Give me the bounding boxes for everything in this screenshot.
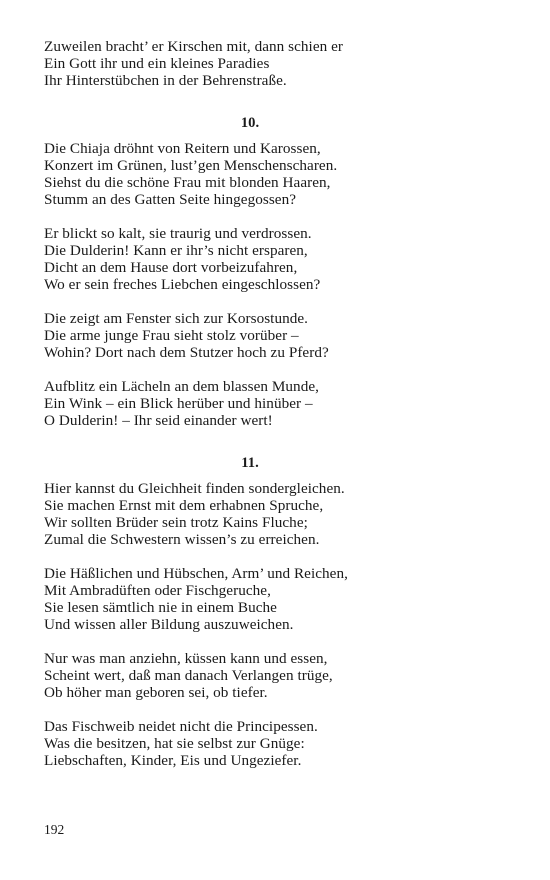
verse-line: Und wissen aller Bildung auszuweichen. xyxy=(44,616,294,633)
stanza xyxy=(44,140,514,208)
verse-line: Wohin? Dort nach dem Stutzer hoch zu Pferd? xyxy=(44,344,329,361)
verse-line: Wir sollten Brüder sein trotz Kains Fluche; xyxy=(44,514,308,531)
verse-line: Was die besitzen, hat sie selbst zur Gnüge: xyxy=(44,735,305,752)
stanza xyxy=(44,310,514,361)
page-number: 192 xyxy=(44,822,65,837)
verse-line: Siehst du die schöne Frau mit blonden Haaren, xyxy=(44,174,331,191)
stanza xyxy=(44,718,514,769)
verse-line: Ein Wink – ein Blick herüber und hinüber – xyxy=(44,395,313,412)
poem-heading-11: 11. xyxy=(241,455,259,471)
verse-line: Hier kannst du Gleichheit finden sondergleichen. xyxy=(44,480,345,497)
verse-line: Stumm an des Gatten Seite hingegossen? xyxy=(44,191,297,208)
verse-line: Konzert im Grünen, lust’gen Menschenscharen. xyxy=(44,157,338,174)
verse-line: Scheint wert, daß man danach Verlangen trüge, xyxy=(44,667,333,684)
verse-line: Wo er sein freches Liebchen eingeschlossen? xyxy=(44,276,321,293)
verse-line: Ihr Hinterstübchen in der Behrenstraße. xyxy=(44,72,287,89)
verse-line: O Dulderin! – Ihr seid einander wert! xyxy=(44,412,273,429)
verse-line: Die zeigt am Fenster sich zur Korsostunde. xyxy=(44,310,309,327)
verse-line: Sie lesen sämtlich nie in einem Buche xyxy=(44,599,277,616)
stanza xyxy=(44,650,514,701)
verse-line: Sie machen Ernst mit dem erhabnen Spruche, xyxy=(44,497,324,514)
verse-line: Das Fischweib neidet nicht die Principessen. xyxy=(44,718,318,735)
verse-line: Liebschaften, Kinder, Eis und Ungeziefer. xyxy=(44,752,302,769)
verse-line: Die arme junge Frau sieht stolz vorüber – xyxy=(44,327,299,344)
poem-heading-10: 10. xyxy=(240,115,260,131)
verse-line: Ob höher man geboren sei, ob tiefer. xyxy=(44,684,268,701)
verse-line: Dicht an dem Hause dort vorbeizufahren, xyxy=(44,259,298,276)
verse-line: Mit Ambradüften oder Fischgeruche, xyxy=(44,582,271,599)
verse-line: Die Chiaja dröhnt von Reitern und Karossen, xyxy=(44,140,321,157)
stanza xyxy=(44,565,514,633)
verse-line: Er blickt so kalt, sie traurig und verdrossen. xyxy=(44,225,312,242)
verse-line: Aufblitz ein Lächeln an dem blassen Munde, xyxy=(44,378,319,395)
stanza xyxy=(44,378,514,429)
verse-line: Die Häßlichen und Hübschen, Arm’ und Reichen, xyxy=(44,565,348,582)
stanza-intro xyxy=(44,38,514,89)
verse-line: Nur was man anziehn, küssen kann und essen, xyxy=(44,650,328,667)
verse-line: Die Dulderin! Kann er ihr’s nicht ersparen, xyxy=(44,242,308,259)
stanza xyxy=(44,480,514,548)
verse-line: Zumal die Schwestern wissen’s zu erreichen. xyxy=(44,531,320,548)
verse-line: Ein Gott ihr und ein kleines Paradies xyxy=(44,55,270,72)
verse-line: Zuweilen bracht’ er Kirschen mit, dann schien er xyxy=(44,38,343,55)
book-page xyxy=(44,38,514,769)
stanza xyxy=(44,225,514,293)
